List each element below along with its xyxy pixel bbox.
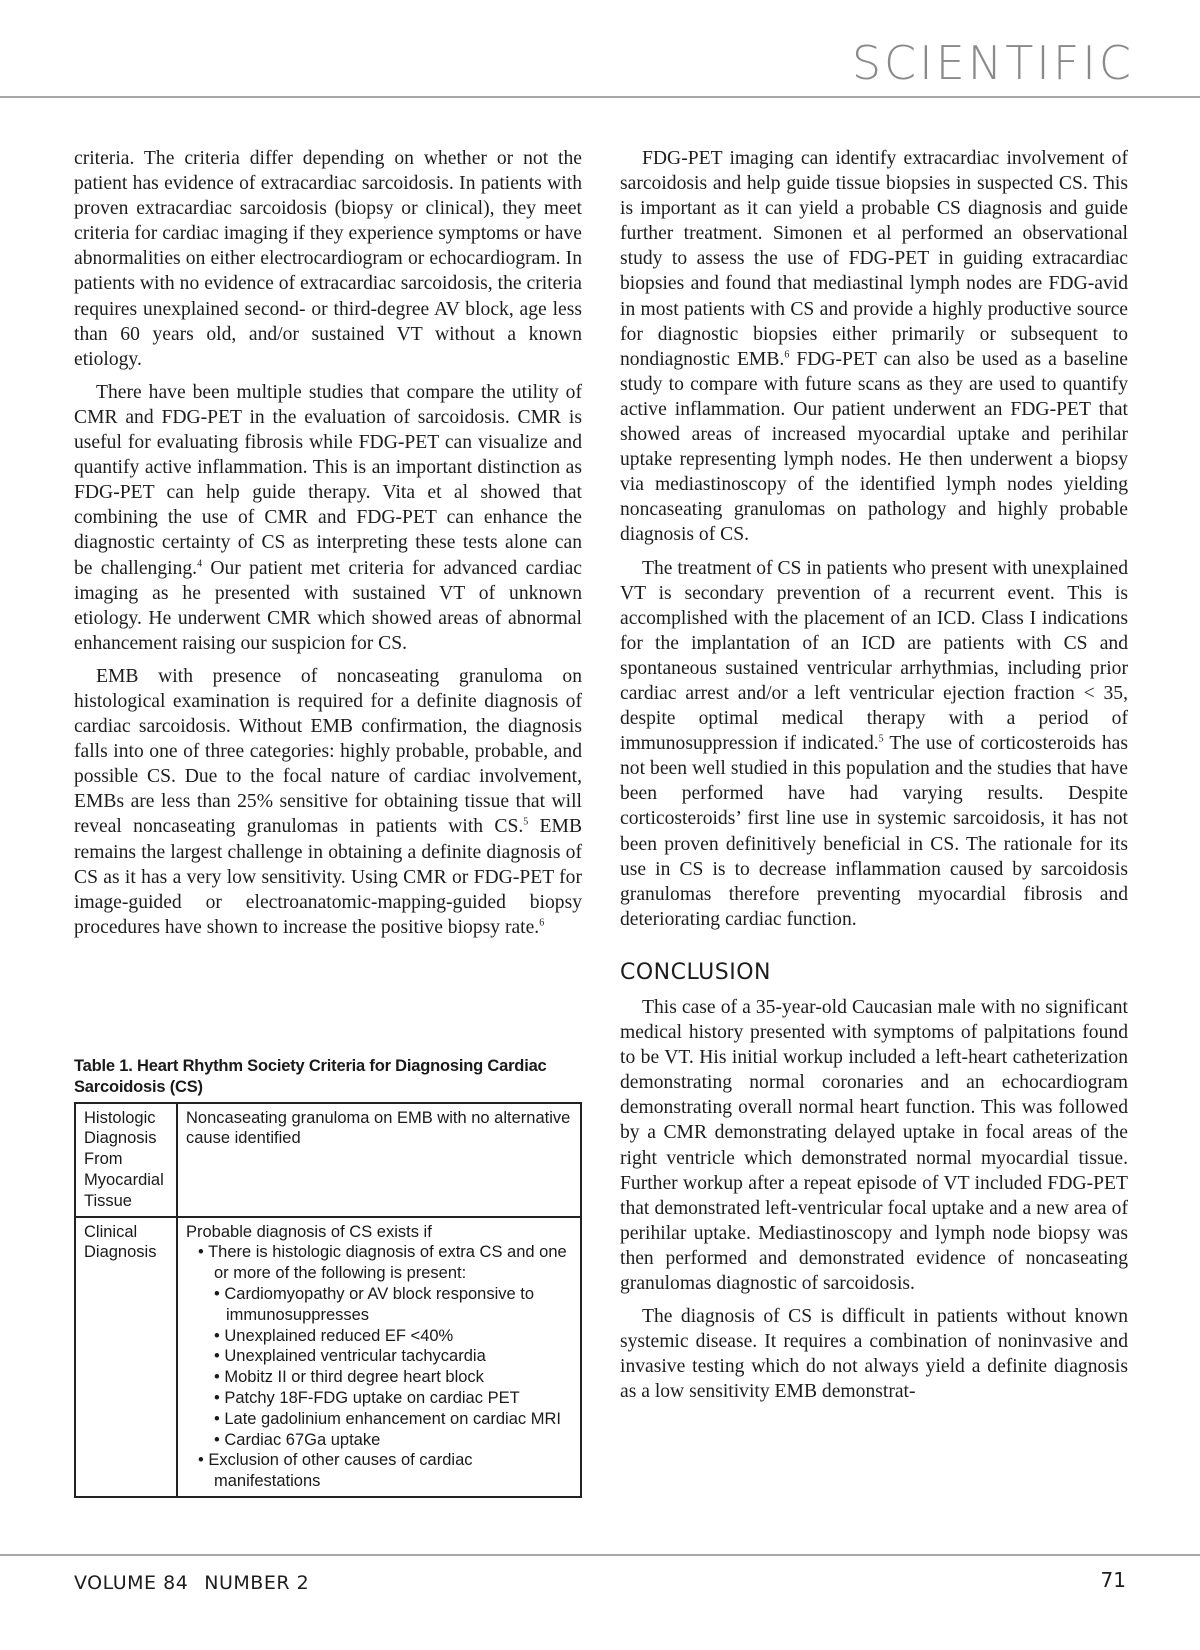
- paragraph: [74, 146, 582, 372]
- section-heading: CONCLUSION: [620, 959, 771, 985]
- row-label: Clinical Diagnosis: [75, 1217, 177, 1497]
- journal-issue: [74, 1572, 325, 1594]
- row-content: Noncaseating granuloma on EMB with no alternative cause identified: [177, 1103, 581, 1217]
- paragraph-text: The treatment of CS in patients who present with unexplained VT is secondary prevention of a recurrent event. This is accomplished with the placement of an ICD. Class I indications for the implantation of an ICD are patients with CS and spontaneous sustained ventricular arrhythmias, including prior cardiac arrest and/or a left ventricular ejection fraction < 35, despite optimal medical therapy with a period of immunosuppression if indicated.: [620, 557, 1128, 755]
- citation: 6: [784, 349, 790, 361]
- paragraph: [74, 664, 582, 940]
- row-content: [177, 1217, 581, 1497]
- criteria-subbullet: • Patchy 18F-FDG uptake on cardiac PET: [214, 1388, 520, 1407]
- paragraph: [620, 556, 1128, 932]
- header-divider: [0, 96, 1200, 98]
- right-column: [620, 146, 1128, 1413]
- left-column: [74, 146, 582, 948]
- criteria-table: [74, 1102, 582, 1498]
- criteria-bullet-cont: or more of the following is present:: [214, 1264, 467, 1283]
- paragraph-text: Our patient met criteria for advanced cardiac imaging as he presented with sustained VT of unknown etiology. He underwent CMR which showed areas of abnormal enhancement raising our suspicion for CS.: [74, 557, 582, 654]
- paragraph: [620, 995, 1128, 1296]
- paragraph-text: This case of a 35-year-old Caucasian male with no significant medical history presented with symptoms of palpitations found to be VT. His initial workup included a left-heart catheterization demonstrating normal coronaries and an echocardiogram demonstrating overall normal heart function. This was followed by a CMR demonstrating delayed uptake in focal areas of the right ventricle which demonstrated normal myocardial tissue. Further workup after a repeat episode of VT included FDG-PET that demonstrated left-ventricular focal uptake and a new area of perihilar uptake. Mediastinoscopy and lymph node biopsy was then performed and demonstrated evidence of noncaseating granulomas diagnostic of sarcoidosis.: [620, 997, 1128, 1295]
- section-title: SCIENTIFIC: [851, 36, 1134, 90]
- table-1: [74, 1056, 582, 1498]
- paragraph: [74, 380, 582, 656]
- citation: 6: [539, 917, 545, 929]
- paragraph-text: criteria. The criteria differ depending on whether or not the patient has evidence of extracardiac sarcoidosis. In patients with proven extracardiac sarcoidosis (biopsy or clinical), they meet criteria for cardiac imaging if they experience symptoms or have abnormalities on either electrocardiogram or echocardiogram. In patients with no evidence of extracardiac sarcoidosis, the criteria requires unexplained second- or third-degree AV block, age less than 60 years old, and/or sustained VT without a known etiology.: [74, 148, 582, 370]
- criteria-subbullet: • Cardiomyopathy or AV block responsive to: [214, 1284, 535, 1303]
- volume-label: VOLUME 84: [74, 1572, 189, 1594]
- criteria-bullet: • There is histologic diagnosis of extra CS and one: [198, 1243, 567, 1262]
- paragraph-text: EMB with presence of noncaseating granuloma on histological examination is required for a definite diagnosis of cardiac sarcoidosis. Without EMB confirmation, the diagnosis falls into one of three categories: highly probable, probable, and possible CS. Due to the focal nature of cardiac involvement, EMBs are less than 25% sensitive for obtaining tissue that will reveal noncaseating granulomas in patients with CS.: [74, 665, 582, 838]
- criteria-bullet: • Exclusion of other causes of cardiac: [198, 1451, 473, 1470]
- criteria-subbullet: • Late gadolinium enhancement on cardiac MRI: [214, 1409, 561, 1428]
- footer-divider: [0, 1554, 1200, 1556]
- paragraph-text: FDG-PET can also be used as a baseline study to compare with future scans as they are used to quantify active inflammation. Our patient underwent an FDG-PET that showed areas of increased myocardial uptake and perihilar uptake representing lymph nodes. He then underwent a biopsy via mediastinoscopy of the identified lymph nodes yielding noncaseating granulomas on pathology and highly probable diagnosis of CS.: [620, 348, 1128, 546]
- criteria-subbullet: • Cardiac 67Ga uptake: [214, 1430, 381, 1449]
- criteria-bullet-cont: manifestations: [214, 1472, 321, 1491]
- paragraph: [620, 1304, 1128, 1404]
- paragraph-text: FDG-PET imaging can identify extracardiac involvement of sarcoidosis and help guide tissue biopsies in suspected CS. This is important as it can yield a probable CS diagnosis and guide further treatment. Simonen et al performed an observational study to assess the use of FDG-PET in guiding extracardiac biopsies and found that mediastinal lymph nodes are FDG-avid in most patients with CS and provide a highly productive source for diagnostic biopsies either primarily or subsequent to nondiagnostic EMB.: [620, 148, 1128, 370]
- paragraph-text: The diagnosis of CS is difficult in patients without known systemic disease. It requires a combination of noninvasive and invasive testing which do not always yield a definite diagnosis as a low sensitivity EMB demonstrat-: [620, 1306, 1128, 1403]
- criteria-subbullet: • Mobitz II or third degree heart block: [214, 1368, 484, 1387]
- row-label: Histologic Diagnosis From Myocardial Tissue: [75, 1103, 177, 1217]
- paragraph-text: There have been multiple studies that compare the utility of CMR and FDG-PET in the evaluation of sarcoidosis. CMR is useful for evaluating fibrosis while FDG-PET can visualize and quantify active inflammation. This is an important distinction as FDG-PET can help guide therapy. Vita et al showed that combining the use of CMR and FDG-PET can enhance the diagnostic certainty of CS as interpreting these tests alone can be challenging.: [74, 381, 582, 579]
- table-row: [75, 1103, 581, 1217]
- criteria-subbullet-cont: immunosuppresses: [226, 1305, 370, 1324]
- criteria-subbullet: • Unexplained reduced EF <40%: [214, 1326, 454, 1345]
- citation: 4: [197, 557, 203, 569]
- page-number: 71: [1100, 1568, 1126, 1592]
- paragraph-text: EMB remains the largest challenge in obtaining a definite diagnosis of CS as it has a very low sensitivity. Using CMR or FDG-PET for image-guided or electroanatomic-mapping-guided biopsy procedures have shown to increase the positive biopsy rate.: [74, 816, 583, 938]
- criteria-subbullet: • Unexplained ventricular tachycardia: [214, 1347, 486, 1366]
- number-label: NUMBER 2: [204, 1572, 310, 1594]
- table-row: [75, 1217, 581, 1497]
- citation: 5: [878, 733, 884, 745]
- paragraph-text: The use of corticosteroids has not been well studied in this population and the studies that have been performed have had varying results. Despite corticosteroids’ first line use in systemic sarcoidosis, it has not been proven definitively beneficial in CS. The rationale for its use in CS is to decrease inflammation caused by sarcoidosis granulomas therefore preventing myocardial fibrosis and deteriorating cardiac function.: [620, 733, 1128, 930]
- paragraph: [620, 146, 1128, 548]
- citation: 5: [523, 816, 529, 828]
- criteria-intro: Probable diagnosis of CS exists if: [186, 1222, 432, 1241]
- table-caption: Table 1. Heart Rhythm Society Criteria for Diagnosing Cardiac Sarcoidosis (CS): [74, 1057, 547, 1096]
